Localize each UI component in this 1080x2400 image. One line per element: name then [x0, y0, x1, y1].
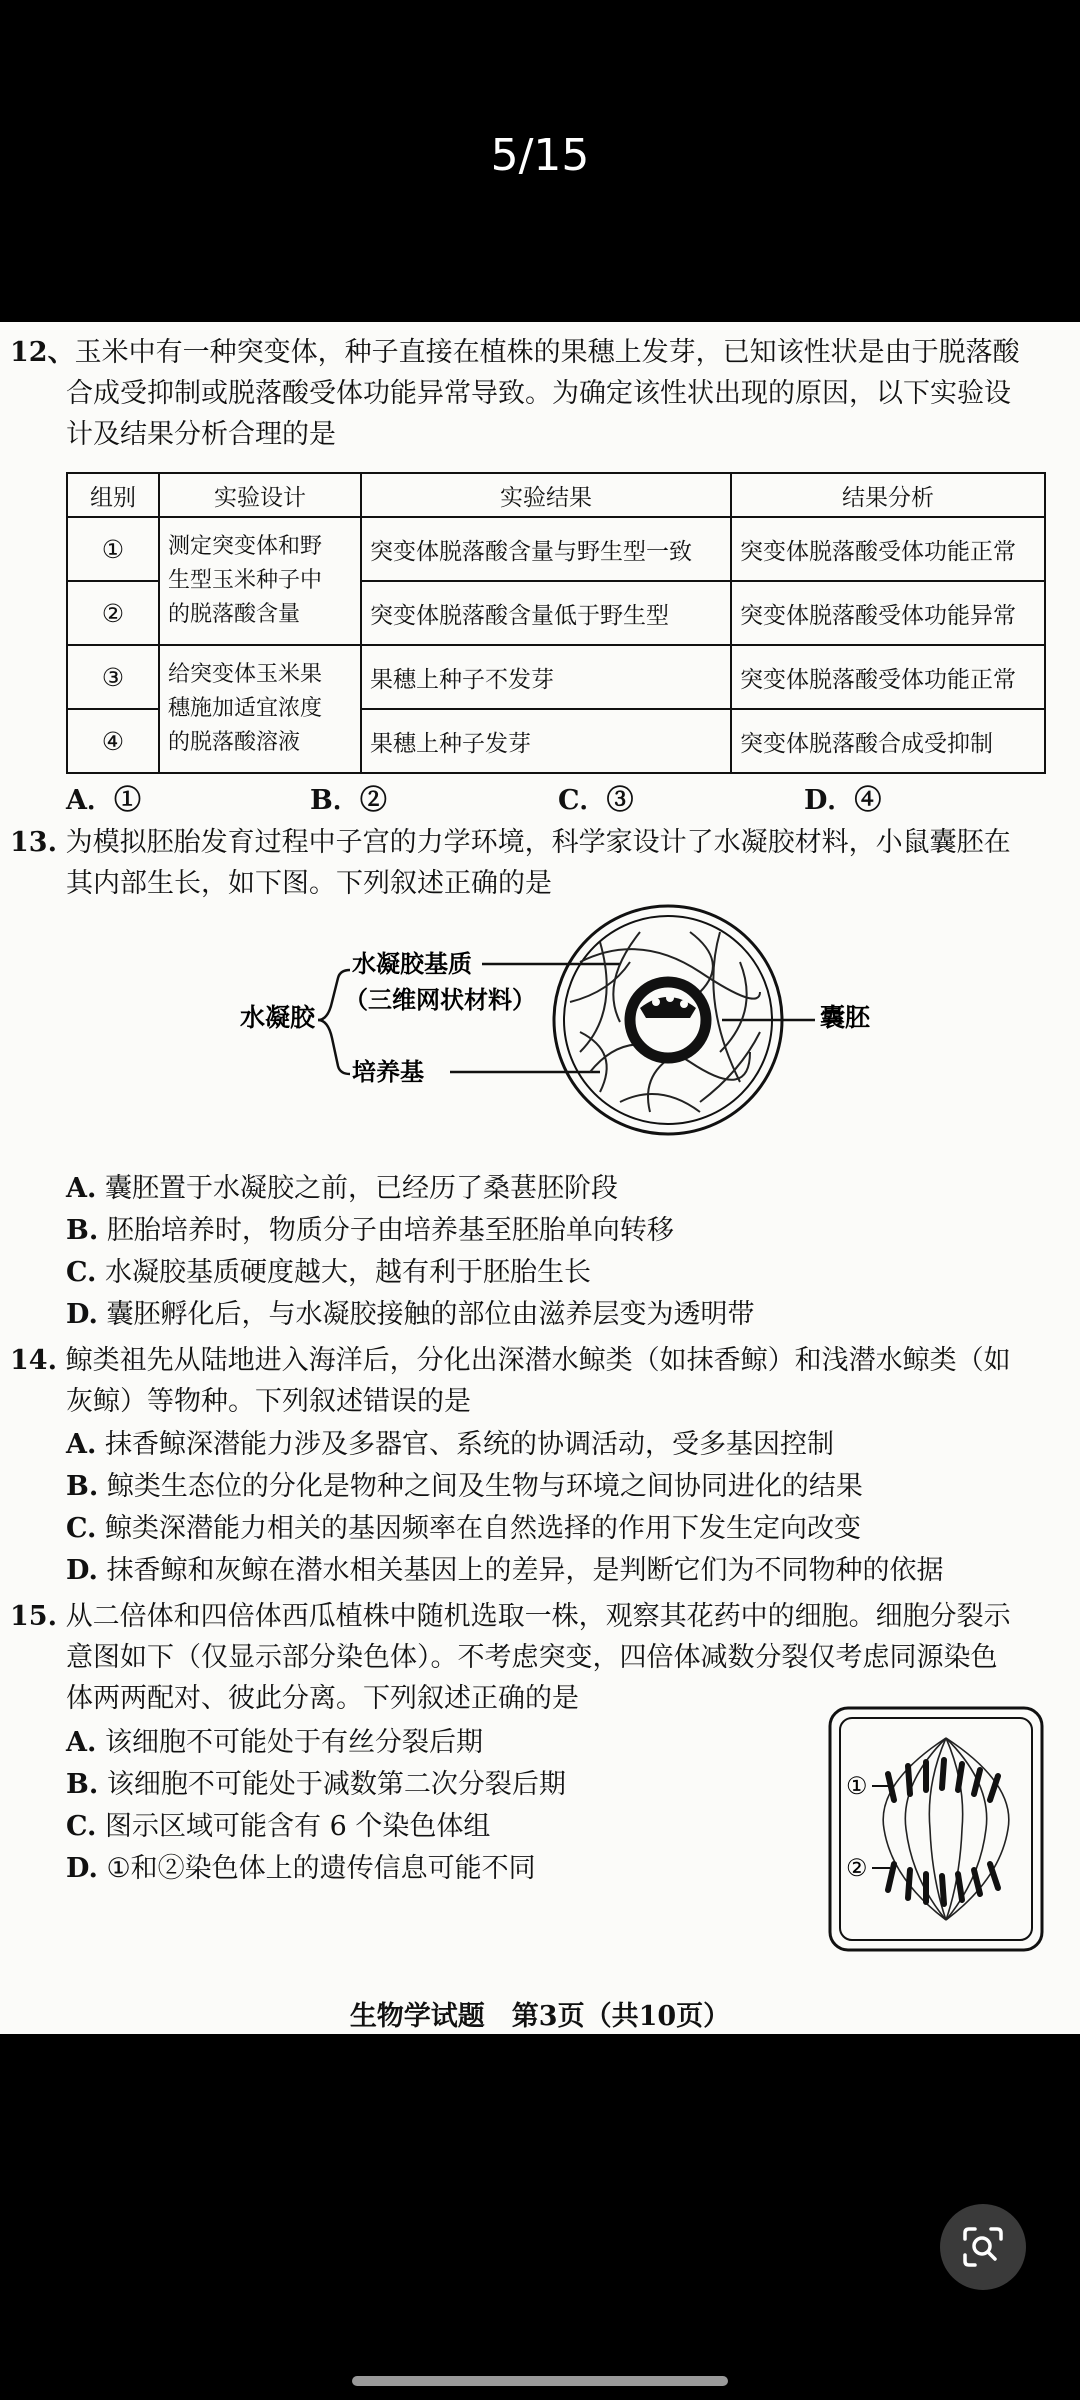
table-header: 组别 [67, 473, 159, 517]
question-number: 15. [10, 1601, 57, 1632]
option-d [66, 1294, 754, 1335]
option-key: A. [66, 1727, 97, 1758]
table-header: 实验设计 [159, 473, 361, 517]
option-text: 鲸类生态位的分化是物种之间及生物与环境之间协同进化的结果 [106, 1471, 863, 1502]
design-text: 的脱落酸溶液 [168, 730, 301, 755]
option-d [66, 1848, 536, 1889]
design-cell [159, 517, 361, 645]
label-medium: 培养基 [352, 1057, 424, 1086]
group-cell: ④ [67, 709, 159, 773]
design-cell [159, 645, 361, 773]
question-stem: 从二倍体和四倍体西瓜植株中随机选取一株，观察其花药中的细胞。细胞分裂示 [65, 1601, 1011, 1632]
design-text: 穗施加适宜浓度 [168, 696, 323, 721]
image-search-icon [961, 2225, 1005, 2269]
option-text: 该细胞不可能处于有丝分裂后期 [104, 1727, 483, 1758]
option-key: A. [66, 1429, 97, 1460]
option-a [66, 1168, 618, 1209]
label-blastocyst: 囊胚 [820, 1003, 871, 1032]
option-b: B．② [310, 785, 387, 816]
label-matrix: 水凝胶基质 [352, 949, 472, 978]
question-stem: 灰鲸）等物种。下列叙述错误的是 [66, 1386, 471, 1417]
group-cell: ③ [67, 645, 159, 709]
table-row [67, 645, 1045, 709]
option-c: C．③ [558, 785, 634, 816]
group-cell: ① [67, 517, 159, 581]
option-key: A. [66, 1173, 97, 1204]
option-text: 鲸类深潜能力相关的基因频率在自然选择的作用下发生定向改变 [105, 1513, 862, 1544]
question-number: 14. [10, 1345, 57, 1376]
result-cell: 果穗上种子发芽 [361, 709, 731, 773]
result-cell: 突变体脱落酸含量低于野生型 [361, 581, 731, 645]
brace-bottom [318, 1020, 350, 1074]
option-key: D. [66, 1555, 98, 1586]
question-stem: 为模拟胚胎发育过程中子宫的力学环境，科学家设计了水凝胶材料，小鼠囊胚在 [65, 827, 1011, 858]
experiment-table [66, 472, 1046, 774]
question-stem: 意图如下（仅显示部分染色体）。不考虑突变，四倍体减数分裂仅考虑同源染色 [66, 1642, 998, 1673]
exam-page [0, 322, 1080, 2034]
option-text: ①和②染色体上的遗传信息可能不同 [106, 1853, 536, 1884]
cell-dot [652, 998, 660, 1006]
cell-division-figure [826, 1704, 1046, 1954]
table-header: 实验结果 [361, 473, 731, 517]
option-b [66, 1764, 566, 1805]
option-text: 抹香鲸深潜能力涉及多器官、系统的协调活动，受多基因控制 [104, 1429, 834, 1460]
option-b [66, 1210, 674, 1251]
label-chromosome-1: ① [846, 1772, 868, 1800]
question-stem: 合成受抑制或脱落酸受体功能异常导致。为确定该性状出现的原因，以下实验设 [66, 378, 1011, 409]
page-counter: 5/15 [490, 130, 590, 181]
chromosomes-bottom [888, 1864, 998, 1904]
question-14 [10, 1340, 1050, 1422]
table-header-row [67, 473, 1045, 517]
page-footer: 生物学试题 第3页（共10页） [349, 2001, 731, 2032]
option-text: 水凝胶基质硬度越大，越有利于胚胎生长 [105, 1257, 592, 1288]
cell-dot [680, 1000, 688, 1008]
question-number: 13. [10, 827, 57, 858]
option-text: 图示区域可能含有 6 个染色体组 [105, 1811, 491, 1842]
option-text: 胚胎培养时，物质分子由培养基至胚胎单向转移 [106, 1215, 674, 1246]
option-text: 该细胞不可能处于减数第二次分裂后期 [106, 1769, 566, 1800]
design-text: 给突变体玉米果 [168, 662, 323, 687]
option-key: B. [66, 1471, 99, 1502]
option-key: C. [66, 1257, 97, 1288]
option-a [66, 1424, 834, 1465]
group-cell: ② [67, 581, 159, 645]
result-cell: 突变体脱落酸含量与野生型一致 [361, 517, 731, 581]
image-search-button[interactable] [940, 2204, 1026, 2290]
viewer-top-bar [0, 0, 1080, 322]
option-a: A．① [66, 785, 141, 816]
label-matrix-sub: （三维网状材料） [344, 985, 536, 1014]
design-text: 生型玉米种子中 [168, 568, 323, 593]
result-cell: 果穗上种子不发芽 [361, 645, 731, 709]
question-12 [10, 332, 1050, 455]
question-number: 12、 [10, 337, 75, 368]
option-d [66, 1550, 943, 1591]
option-text: 囊胚孵化后，与水凝胶接触的部位由滋养层变为透明带 [106, 1299, 755, 1330]
option-c [66, 1806, 490, 1847]
analysis-cell: 突变体脱落酸受体功能异常 [731, 581, 1045, 645]
option-text: 抹香鲸和灰鲸在潜水相关基因上的差异，是判断它们为不同物种的依据 [106, 1555, 944, 1586]
option-key: C. [66, 1513, 97, 1544]
question-stem: 计及结果分析合理的是 [66, 419, 336, 450]
option-c [66, 1508, 861, 1549]
question-stem: 玉米中有一种突变体，种子直接在植株的果穗上发芽，已知该性状是由于脱落酸 [74, 337, 1020, 368]
analysis-cell: 突变体脱落酸受体功能正常 [731, 645, 1045, 709]
question-stem: 鲸类祖先从陆地进入海洋后，分化出深潜水鲸类（如抹香鲸）和浅潜水鲸类（如 [65, 1345, 1011, 1376]
question-stem: 体两两配对、彼此分离。下列叙述正确的是 [66, 1683, 579, 1714]
option-a [66, 1722, 483, 1763]
table-header: 结果分析 [731, 473, 1045, 517]
design-text: 测定突变体和野 [168, 534, 323, 559]
question-13 [10, 822, 1050, 904]
option-key: C. [66, 1811, 97, 1842]
question-15 [10, 1596, 1050, 1719]
option-key: D. [66, 1853, 98, 1884]
blastocyst-icon [630, 982, 706, 1058]
analysis-cell: 突变体脱落酸合成受抑制 [731, 709, 1045, 773]
option-key: B. [66, 1769, 99, 1800]
design-text: 的脱落酸含量 [168, 602, 301, 627]
table-row [67, 517, 1045, 581]
option-c [66, 1252, 591, 1293]
home-indicator[interactable] [352, 2376, 728, 2386]
cell-dot [666, 994, 674, 1002]
viewer-bottom-bar [0, 2034, 1080, 2400]
option-d: D．④ [804, 785, 882, 816]
label-hydrogel: 水凝胶 [240, 1003, 316, 1032]
option-key: B. [66, 1215, 99, 1246]
option-key: D. [66, 1299, 98, 1330]
option-b [66, 1466, 863, 1507]
analysis-cell: 突变体脱落酸受体功能正常 [731, 517, 1045, 581]
option-text: 囊胚置于水凝胶之前，已经历了桑葚胚阶段 [104, 1173, 618, 1204]
question-stem: 其内部生长，如下图。下列叙述正确的是 [66, 868, 552, 899]
label-chromosome-2: ② [846, 1854, 868, 1882]
